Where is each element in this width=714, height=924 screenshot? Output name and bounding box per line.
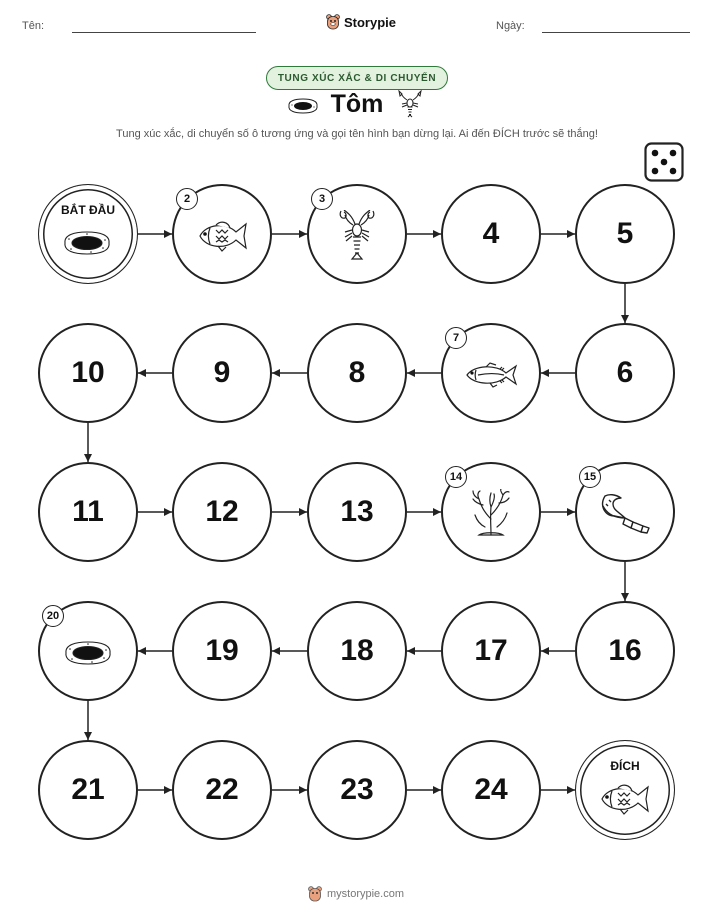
path-arrow xyxy=(138,786,172,794)
path-arrow xyxy=(541,647,575,655)
board-cell-18[interactable] xyxy=(307,601,407,701)
footer xyxy=(308,886,404,902)
path-arrow xyxy=(407,508,441,516)
cell-number: 13 xyxy=(340,495,374,528)
bear-icon xyxy=(308,886,322,902)
cell-number: 8 xyxy=(348,356,366,389)
cell-number-badge: 3 xyxy=(311,188,333,210)
cell-number-badge: 7 xyxy=(445,327,467,349)
path-arrow xyxy=(541,369,575,377)
board-cell-22[interactable] xyxy=(172,740,272,840)
cell-number: 9 xyxy=(213,356,231,389)
board-cell-16[interactable] xyxy=(575,601,675,701)
path-arrow xyxy=(138,508,172,516)
cell-number-badge: 15 xyxy=(579,466,601,488)
start-label: BẮT ĐẦU xyxy=(61,203,115,217)
game-type-badge: TUNG XÚC XẮC & DI CHUYỂN xyxy=(266,66,448,90)
cell-number: 12 xyxy=(205,495,239,528)
footer-site[interactable]: mystorypie.com xyxy=(327,888,405,900)
path-arrow xyxy=(138,647,172,655)
hole-icon xyxy=(61,228,113,258)
cell-number: 4 xyxy=(482,217,500,250)
board-cell-4[interactable] xyxy=(441,184,541,284)
fish-icon xyxy=(598,781,650,817)
path-arrow xyxy=(84,423,92,462)
cell-number: 24 xyxy=(474,773,508,806)
cell-number: 5 xyxy=(616,217,634,250)
board-cell-17[interactable] xyxy=(441,601,541,701)
board-cell-2[interactable] xyxy=(172,184,272,284)
board-cell-23[interactable] xyxy=(307,740,407,840)
board-cell-finish[interactable] xyxy=(575,740,675,840)
name-label: Tên: xyxy=(22,20,45,32)
coral-icon xyxy=(469,489,513,539)
path-arrow xyxy=(138,230,172,238)
board-cell-10[interactable] xyxy=(38,323,138,423)
board-cell-14[interactable] xyxy=(441,462,541,562)
cell-number: 11 xyxy=(72,495,104,528)
board-cell-3[interactable] xyxy=(307,184,407,284)
board-cell-20[interactable] xyxy=(38,601,138,701)
tuna-icon xyxy=(464,361,518,389)
path-arrow xyxy=(272,369,307,377)
board-cell-19[interactable] xyxy=(172,601,272,701)
fish-icon xyxy=(196,218,248,254)
board-cell-21[interactable] xyxy=(38,740,138,840)
instructions: Tung xúc xắc, di chuyển số ô tương ứng và gọi tên hình bạn dừng lại. Ai đến ĐÍCH trước sẽ thắng! xyxy=(116,128,598,140)
path-arrow xyxy=(272,508,307,516)
path-arrow xyxy=(272,786,307,794)
path-arrow xyxy=(541,786,575,794)
path-arrow xyxy=(84,701,92,740)
path-arrow xyxy=(407,369,441,377)
cell-number-badge: 20 xyxy=(42,605,64,627)
board-cell-13[interactable] xyxy=(307,462,407,562)
cell-number: 19 xyxy=(205,634,239,667)
claw-icon xyxy=(599,492,651,536)
path-arrow xyxy=(541,508,575,516)
page-title: Tôm xyxy=(330,90,384,118)
board-cell-15[interactable] xyxy=(575,462,675,562)
board-cell-24[interactable] xyxy=(441,740,541,840)
cell-number: 6 xyxy=(616,356,634,389)
path-arrow xyxy=(407,647,441,655)
path-arrow xyxy=(407,230,441,238)
path-arrow xyxy=(541,230,575,238)
cell-number: 17 xyxy=(474,634,508,667)
path-arrow xyxy=(272,647,307,655)
board-cell-12[interactable] xyxy=(172,462,272,562)
path-arrow xyxy=(272,230,307,238)
path-arrow xyxy=(621,562,629,601)
board-cell-11[interactable] xyxy=(38,462,138,562)
path-arrow xyxy=(138,369,172,377)
cell-number: 23 xyxy=(340,773,374,806)
cell-number: 10 xyxy=(71,356,105,389)
board-cell-7[interactable] xyxy=(441,323,541,423)
finish-label: ĐÍCH xyxy=(610,759,640,773)
board-cell-9[interactable] xyxy=(172,323,272,423)
lobster-icon xyxy=(338,210,376,262)
date-label: Ngày: xyxy=(496,20,525,32)
board-cell-8[interactable] xyxy=(307,323,407,423)
cell-number: 16 xyxy=(608,634,642,667)
cell-number-badge: 2 xyxy=(176,188,198,210)
cell-number: 18 xyxy=(340,634,374,667)
path-arrow xyxy=(621,284,629,323)
cell-number: 22 xyxy=(205,773,239,806)
board-cell-start[interactable] xyxy=(38,184,138,284)
brand-name: Storypie xyxy=(343,14,396,30)
board-cell-5[interactable] xyxy=(575,184,675,284)
hole-icon xyxy=(62,638,114,668)
board-cell-6[interactable] xyxy=(575,323,675,423)
path-arrow xyxy=(407,786,441,794)
cell-number: 21 xyxy=(71,773,105,806)
cell-number-badge: 14 xyxy=(445,466,467,488)
